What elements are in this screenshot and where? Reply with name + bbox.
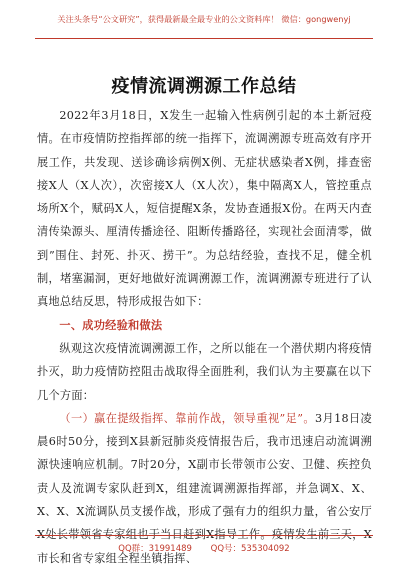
document-body — [37, 104, 372, 570]
intro-paragraph: 2022年3月18日，X发生一起输入性病例引起的本土新冠疫情。在市疫情防控指挥部的统一指挥下，流调溯源专班高效有序开展工作，共发现、送诊确诊病例X例、无症状感染者X例，排查密接X人（X人次），次密接X人（X人次），集中隔离X人，管控重点场所X个，赋码X人，短信提醒X条，发协查通报X份。在两天内查清传染源头、厘清传播途径、阻断传播路径，实现社会面清零，做到”围住、封死、扑灭、捞干”。为总结经验，查找不足，健全机制，堵塞漏洞，更好地做好流调溯源工作，流调溯源专班进行了认真地总结反思，特形成报告如下： — [37, 109, 372, 309]
footer-qq-group: QQ群：31991489 — [118, 544, 192, 554]
section-paragraph: 纵观这次疫情流调溯源工作，之所以能在一个潜伏期内将疫情扑灭，助力疫情防控阻击战取得全面胜利，我们认为主要赢在以下几个方面： — [37, 341, 372, 402]
subsection-text: 3月18日凌晨6时50分，接到X县新冠肺炎疫情报告后，我市迅速启动流调溯源快速响应机制。7时20分，X副市长带领市公安、卫健、疾控负责人及流调专家队赶到X，组建流调溯源指挥部，并急调X、X、X、X、X流调队员支援作战，形成了强有力的组织力量，省公安厅X处长带领省专家组也于当日赶到X指导工作。疫情发生前三天，X市长和省专家组全程坐镇指挥、 — [37, 411, 372, 565]
subsection-heading: （一）赢在提级指挥、靠前作战，领导重视”足”。 — [59, 411, 315, 425]
footer-divider — [35, 535, 373, 536]
section-heading: 一、成功经验和做法 — [59, 318, 163, 332]
page-header: 关注头条号“公文研究”，获得最新最全最专业的公文资料库！ 微信：gongwenyj — [57, 14, 351, 24]
document-title: 疫情流调溯源工作总结 — [111, 76, 297, 97]
page-footer — [0, 542, 408, 554]
footer-qq: QQ号：535304092 — [210, 544, 290, 554]
header-divider — [35, 38, 373, 39]
